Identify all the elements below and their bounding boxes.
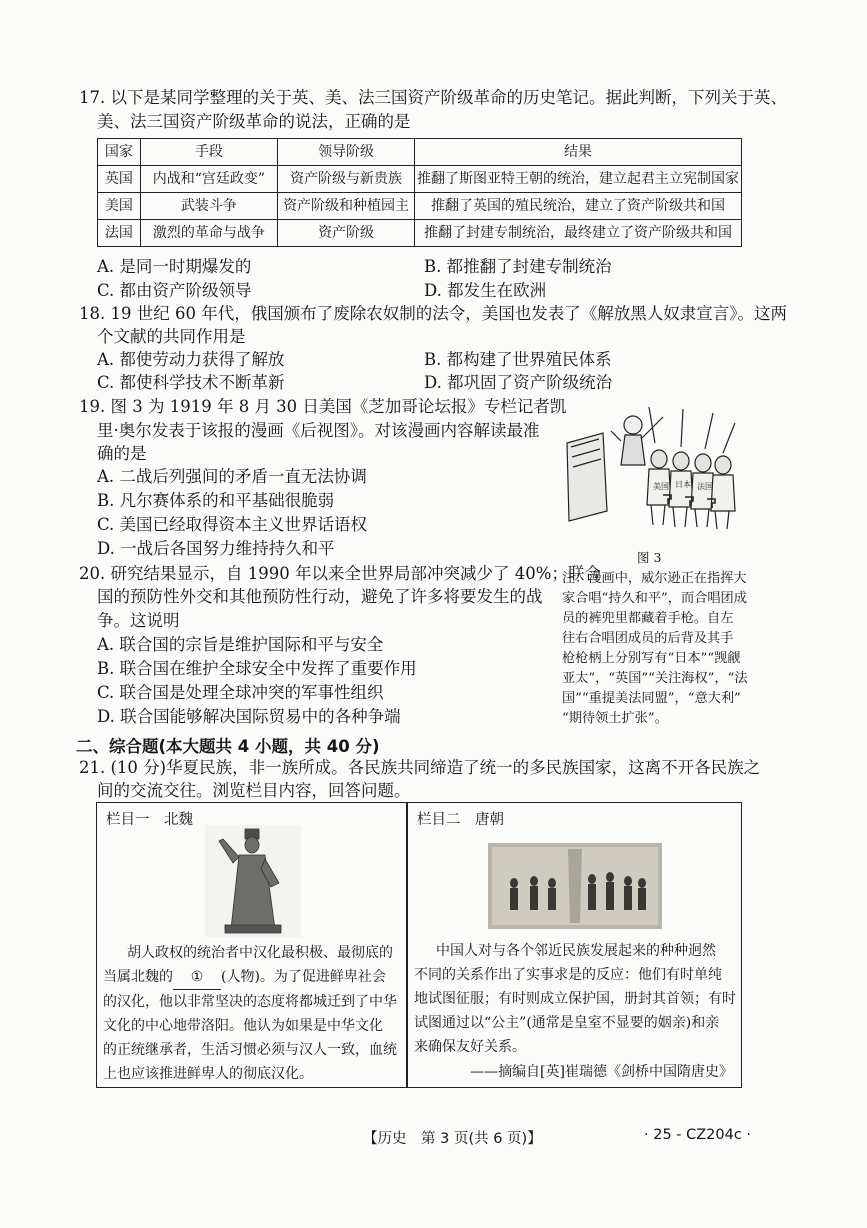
column-two-text-line: 地试图征服；有时则成立保护国，册封其首领；有时 [414,991,736,1007]
note-line: 亚太”，“英国”“关注海权”，“法 [562,671,748,686]
q19-option-a[interactable]: A. 二战后列强间的矛盾一直无法协调 [97,467,367,486]
column-one-text-line: 胡人政权的统治者中汉化最积极、最彻底的 [127,945,393,961]
table-cell: 推翻了封建专制统治，最终建立了资产阶级共和国 [415,220,742,247]
cartoon-note [562,569,748,729]
column-two-box [407,802,742,1088]
column-two-text-line: 试图通过以“公主”(通常是皇室不显要的姻亲)和亲 [414,1015,720,1031]
note-line: 往右合唱团成员的后背及其手 [562,631,734,646]
table-header-cell: 国家 [98,139,141,166]
q19-option-c[interactable]: C. 美国已经取得资本主义世界话语权 [97,515,368,534]
column-two-text-line: 中国人对与各个邻近民族发展起来的种种迥然 [436,943,716,959]
table-cell: 法国 [98,220,141,247]
table-header-row [98,139,742,166]
column-one-text-line: 的汉化，他以非常坚决的态度将都城迁到了中华 [103,994,397,1010]
table-cell: 激烈的革命与战争 [140,220,277,247]
q20-option-c[interactable]: C. 联合国是处理全球冲突的军事性组织 [97,683,384,702]
column-two-title: 栏目二 唐朝 [417,812,504,828]
table-cell: 资产阶级和种植园主 [278,193,415,220]
table-header-cell: 手段 [140,139,277,166]
q18-stem-line1: 18. 19 世纪 60 年代，俄国颁布了废除农奴制的法令，美国也发表了《解放黑人奴隶宣言》。这两 [79,304,787,323]
q20-stem-line3: 争。这说明 [97,611,180,630]
table-header-cell: 领导阶级 [278,139,415,166]
q19-option-d[interactable]: D. 一战后各国努力维持持久和平 [97,539,335,558]
q19-stem-line3: 确的是 [97,444,147,463]
note-line: 枪枪柄上分别写有“日本”“觊觎 [562,651,741,666]
note-line: 家合唱“持久和平”，而合唱团成 [562,591,747,606]
page-number: 【历史 第 3 页(共 6 页)】 [363,1131,542,1147]
q21-stem-line1: 21. (10 分)华夏民族，非一族所成。各民族共同缔造了统一的多民族国家，这离不开各民族之 [79,758,761,777]
cartoon-label: 法国 [697,482,713,491]
section-heading: 二、综合题(本大题共 4 小题，共 40 分) [76,737,380,756]
q17-table [97,138,742,247]
q21-stem-line2: 间的交流交往。浏览栏目内容，回答问题。 [97,781,411,800]
column-one-text-prefix: 当属北魏的 [103,969,173,985]
statue-image [205,825,301,937]
q18-option-a[interactable]: A. 都使劳动力获得了解放 [97,350,285,369]
column-one-text-line: 文化的中心地带洛阳。他认为如果是中华文化 [103,1018,383,1034]
table-cell: 武装斗争 [140,193,277,220]
q19-option-b[interactable]: B. 凡尔赛体系的和平基础很脆弱 [97,491,335,510]
column-one-title: 栏目一 北魏 [106,812,193,828]
q20-stem-line1: 20. 研究结果显示，自 1990 年以来全世界局部冲突减少了 40%；联合 [79,564,601,583]
q20-option-a[interactable]: A. 联合国的宗旨是维护国际和平与安全 [97,635,384,654]
table-header-cell: 结果 [415,139,742,166]
note-line: 员的裤兜里都藏着手枪。自左 [562,611,734,626]
q17-option-c[interactable]: C. 都由资产阶级领导 [97,281,252,300]
q19-stem-line2: 里·奥尔发表于该报的漫画《后视图》。对该漫画内容解读最准 [97,421,540,440]
q17-stem-line1: 17. 以下是某同学整理的关于英、美、法三国资产阶级革命的历史笔记。据此判断，下列关于英、 [79,88,787,107]
column-two-text-line: 来确保友好关系。 [414,1039,526,1055]
table-cell: 英国 [98,166,141,193]
q18-option-d[interactable]: D. 都巩固了资产阶级统治 [424,373,613,392]
q17-option-a[interactable]: A. 是同一时期爆发的 [97,257,252,276]
cartoon-label: 美国 [653,482,669,491]
mural-image [488,843,662,929]
q20-stem-line2: 国的预防性外交和其他预防性行动，避免了许多将要发生的战 [97,587,543,606]
q17-stem-line2: 美、法三国资产阶级革命的说法，正确的是 [97,112,411,131]
column-one-text-rest: (人物)。为了促进鲜卑社会 [221,969,386,985]
q18-stem-line2: 个文献的共同作用是 [97,327,246,346]
column-one-text-line: 上也应该推进鲜卑人的彻底汉化。 [103,1066,313,1082]
cartoon-figure [563,403,739,531]
table-row [98,166,742,193]
cartoon-label: 日本 [675,480,691,489]
table-cell: 资产阶级 [278,220,415,247]
note-line: 注：漫画中，威尔逊正在指挥大 [562,571,747,586]
table-cell: 推翻了斯图亚特王朝的统治，建立起君主立宪制国家 [415,166,742,193]
note-line: 国”“重提美法同盟”，“意大利” [562,691,741,706]
column-one-text-line: 的正统继承者，生活习惯必须与汉人一致，血统 [103,1042,397,1058]
exam-code: · 25 - CZ204c · [644,1127,752,1143]
table-cell: 推翻了英国的殖民统治，建立了资产阶级共和国 [415,193,742,220]
table-row [98,220,742,247]
table-cell: 内战和“宫廷政变” [140,166,277,193]
table-cell: 美国 [98,193,141,220]
column-two-text-line: 不同的关系作出了实事求是的反应：他们有时单纯 [414,967,722,983]
q18-option-b[interactable]: B. 都构建了世界殖民体系 [424,350,612,369]
column-two-source: ——摘编自[英]崔瑞德《剑桥中国隋唐史》 [470,1064,733,1080]
q18-option-c[interactable]: C. 都使科学技术不断革新 [97,373,285,392]
q19-stem-line1: 19. 图 3 为 1919 年 8 月 30 日美国《芝加哥论坛报》专栏记者凯 [79,397,567,416]
q20-option-d[interactable]: D. 联合国能够解决国际贸易中的各种争端 [97,707,401,726]
table-row [98,193,742,220]
table-cell: 资产阶级与新贵族 [278,166,415,193]
note-line: “期待领土扩张”。 [562,711,668,726]
figure-label: 图 3 [637,550,662,565]
column-one-box [96,802,407,1088]
q20-option-b[interactable]: B. 联合国在维护全球安全中发挥了重要作用 [97,659,417,678]
q17-option-b[interactable]: B. 都推翻了封建专制统治 [424,257,612,276]
q17-option-d[interactable]: D. 都发生在欧洲 [424,281,547,300]
answer-blank[interactable]: ① [173,965,221,990]
column-one-text-line [103,965,397,990]
